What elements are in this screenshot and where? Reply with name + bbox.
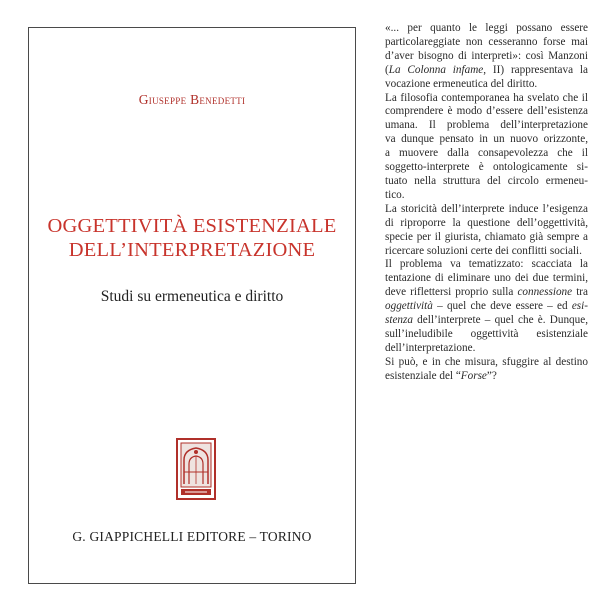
blurb-line (385, 342, 588, 356)
blurb-text: deve riflettersi proprio sulla (385, 286, 518, 299)
blurb-text: vocazione ermeneutica del diritto. (385, 77, 538, 90)
blurb-line (385, 92, 588, 106)
blurb-text: esistenziale del “ (385, 369, 461, 382)
blurb-text: tentazione di eliminare uno dei due termini, (385, 272, 588, 285)
blurb-text: di riproporre la questione dell’oggettività, (385, 216, 588, 229)
blurb-text: va dunque pensato in un nuovo orizzonte, (385, 133, 588, 146)
blurb-line (385, 217, 588, 231)
book-cover (28, 27, 356, 584)
blurb-line (385, 370, 588, 384)
blurb-italic-text: La Colonna infame (388, 63, 484, 76)
blurb-line (385, 119, 588, 133)
blurb-line (385, 231, 588, 245)
blurb-line (385, 258, 588, 272)
blurb-line (385, 286, 588, 300)
blurb-text: umana. Il problema dell’interpretazione (385, 119, 588, 132)
blurb-text: La storicità dell’interprete induce l’esigenza (385, 202, 588, 215)
blurb-italic-text: connessione (517, 286, 573, 299)
blurb-italic-text: oggettività (385, 300, 433, 313)
blurb-line (385, 147, 588, 161)
blurb-line (385, 175, 588, 189)
blurb-text: ( (385, 63, 389, 76)
blurb-italic-text: esi- (571, 300, 588, 313)
blurb-line (385, 36, 588, 50)
publisher-emblem-icon (176, 438, 216, 500)
blurb-line (385, 78, 588, 92)
blurb-text: a muovere dalla consapevolezza che il (385, 147, 588, 160)
blurb-text: d’aver bisogno di interpreti»: così Manzoni (385, 49, 588, 62)
blurb-text: ”? (486, 369, 497, 382)
publisher-name: G. GIAPPICHELLI EDITORE – TORINO (72, 529, 312, 544)
blurb-text: specie per il giurista, chiamato già sempre a (385, 230, 588, 243)
blurb-line (385, 203, 588, 217)
blurb-line (385, 161, 588, 175)
blurb-italic-text: stenza (385, 314, 413, 327)
blurb-line (385, 300, 588, 314)
blurb-text: Il problema va tematizzato: scacciata la (385, 258, 588, 271)
blurb-text: tra (572, 286, 588, 299)
blurb-text: dell’interpretazione. (385, 341, 476, 354)
blurb-text: dell’interprete – quel che è. Dunque, (412, 314, 588, 327)
book-subtitle: Studi su ermeneutica e diritto (100, 288, 284, 305)
blurb-text: La filosofia contemporanea ha svelato che il (385, 91, 588, 104)
blurb-text: – quel che deve essere – ed (432, 300, 572, 313)
blurb-line (385, 245, 588, 259)
back-cover-blurb (385, 22, 588, 384)
author-name: Giuseppe Benedetti (138, 92, 246, 107)
blurb-text: comprendere è modo d’essere dell’esistenza (385, 105, 588, 118)
book-title (29, 214, 355, 262)
book-title-line-2: DELL’INTERPRETAZIONE (68, 239, 316, 261)
blurb-text: particolareggiate non cesseranno forse mai (385, 35, 588, 48)
book-title-line-1: OGGETTIVITÀ ESISTENZIALE (47, 215, 337, 237)
blurb-line (385, 50, 588, 64)
blurb-line (385, 64, 588, 78)
blurb-text: soggetto-interprete è ontologicamente si- (385, 161, 588, 174)
blurb-text: tuato nella struttura del circolo ermeneu- (385, 174, 588, 187)
blurb-text: «... per quanto le leggi possano essere (385, 22, 588, 34)
blurb-line (385, 22, 588, 36)
blurb-line (385, 356, 588, 370)
blurb-text: sull’ineludibile oggettività esistenziale (385, 327, 588, 340)
blurb-line (385, 328, 588, 342)
blurb-text: Si può, e in che misura, sfuggire al destino (385, 355, 588, 368)
blurb-line (385, 272, 588, 286)
blurb-text: ricercare soluzioni certe dei conflitti sociali. (385, 244, 582, 257)
blurb-line (385, 314, 588, 328)
blurb-line (385, 105, 588, 119)
blurb-text: tico. (385, 188, 405, 201)
blurb-line (385, 189, 588, 203)
blurb-italic-text: Forse (460, 369, 487, 382)
blurb-text: , II) rappresentava la (483, 63, 588, 76)
blurb-line (385, 133, 588, 147)
